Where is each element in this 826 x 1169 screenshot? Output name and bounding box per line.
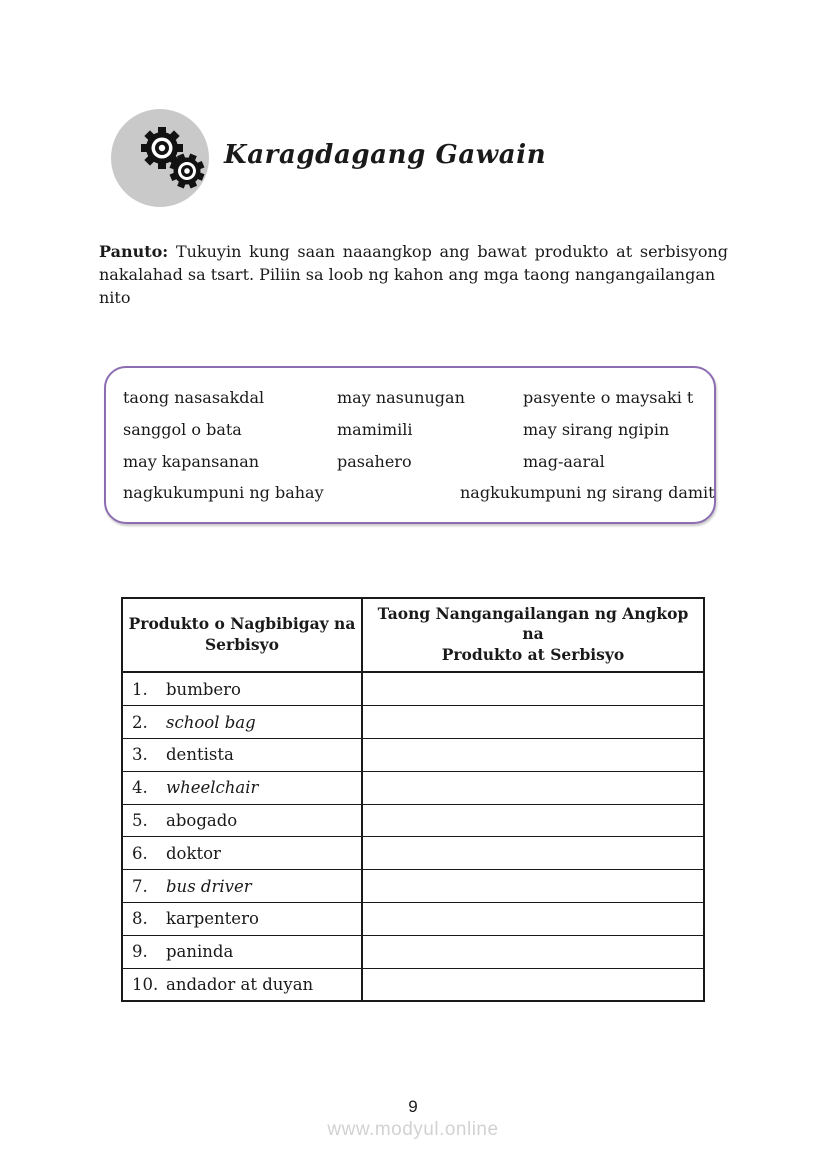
row-item: school bag: [166, 712, 256, 732]
instructions-line-2: nakalahad sa tsart. Piliin sa loob ng kahon ang mga taong nangangailangan nito: [99, 265, 716, 307]
answer-cell: [362, 771, 704, 804]
watermark: www.modyul.online: [327, 1119, 499, 1140]
table-row: [122, 672, 704, 705]
row-item: dentista: [166, 745, 234, 765]
row-number: 7.: [132, 876, 148, 896]
answer-cell: [362, 706, 704, 739]
word-bank-item: nagkukumpuni ng sirang damit: [460, 483, 715, 502]
word-bank-item: nagkukumpuni ng bahay: [123, 483, 324, 502]
activity-title: Karagdagang Gawain: [224, 140, 547, 170]
row-number: 2.: [132, 712, 148, 732]
instructions-line-1: [99, 240, 728, 263]
word-bank-item: may nasunugan: [337, 388, 465, 407]
activity-icon-circle: [111, 109, 209, 207]
row-number: 5.: [132, 810, 148, 830]
table-row: [122, 706, 704, 739]
word-bank-item: taong nasasakdal: [123, 388, 265, 407]
answer-table: [121, 597, 705, 1002]
table-header-row: [122, 598, 704, 672]
table-row: [122, 902, 704, 935]
word-bank-item: pasyente o maysaki t: [523, 388, 694, 407]
table-row: [122, 771, 704, 804]
word-bank: [104, 366, 716, 524]
row-item: andador at duyan: [166, 974, 314, 994]
row-number: 4.: [132, 778, 148, 798]
word-bank-item: may kapansanan: [123, 452, 260, 471]
answer-cell: [362, 738, 704, 771]
table-row: [122, 870, 704, 903]
answer-cell: [362, 672, 704, 705]
answer-cell: [362, 837, 704, 870]
row-item: paninda: [166, 942, 234, 962]
instructions: [99, 240, 728, 309]
word-bank-item: mag-aaral: [523, 452, 605, 471]
row-number: 9.: [132, 942, 148, 962]
gears-icon: [111, 109, 209, 207]
row-number: 6.: [132, 843, 148, 863]
word-bank-item: pasahero: [337, 452, 412, 471]
row-item: wheelchair: [166, 778, 259, 798]
word-bank-item: may sirang ngipin: [523, 420, 670, 439]
col-header-produkto: Produkto o Nagbibigay na Serbisyo: [122, 598, 362, 672]
instructions-label: Panuto:: [99, 242, 169, 261]
row-item: doktor: [166, 843, 221, 863]
table-row: [122, 837, 704, 870]
word-bank-item: mamimili: [337, 420, 413, 439]
table-row: [122, 935, 704, 968]
table-row: [122, 738, 704, 771]
instructions-text-1: Tukuyin kung saan naaangkop ang bawat produkto at serbisyong: [175, 242, 728, 261]
table-row: [122, 968, 704, 1001]
answer-cell: [362, 968, 704, 1001]
row-number: 1.: [132, 679, 148, 699]
table-row: [122, 804, 704, 837]
answer-cell: [362, 870, 704, 903]
row-number: 10.: [132, 974, 159, 994]
page-number: 9: [408, 1097, 418, 1116]
word-bank-item: sanggol o bata: [123, 420, 242, 439]
row-item: bumbero: [166, 679, 241, 699]
answer-cell: [362, 935, 704, 968]
row-number: 3.: [132, 745, 148, 765]
row-item: bus driver: [166, 876, 252, 896]
row-item: abogado: [166, 810, 238, 830]
col-header-taong-nangangailangan: Taong Nangangailangan ng Angkop na Produkto at Serbisyo: [362, 598, 704, 672]
answer-cell: [362, 902, 704, 935]
row-number: 8.: [132, 909, 148, 929]
answer-cell: [362, 804, 704, 837]
row-item: karpentero: [166, 909, 259, 929]
